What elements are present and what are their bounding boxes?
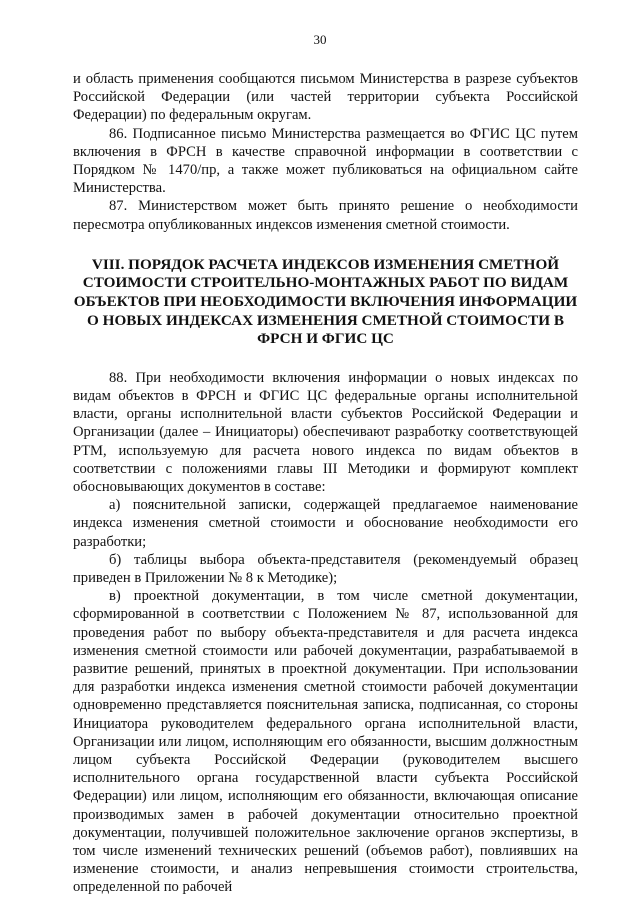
document-body xyxy=(73,70,578,897)
paragraph-87: 87. Министерством может быть принято решение о необходимости пересмотра опубликованных индексов изменения сметной стоимости. xyxy=(73,198,578,233)
paragraph-86: 86. Подписанное письмо Министерства размещается во ФГИС ЦС путем включения в ФРСН в качестве справочной информации в соответствии с Порядком № 1470/пр, а также может публиковаться на официальном сайте Министерства. xyxy=(73,125,578,197)
list-item-b: б) таблицы выбора объекта-представителя (рекомендуемый образец приведен в Приложении № 8 к Методике); xyxy=(73,551,578,587)
page-number: 30 xyxy=(313,32,327,47)
list-item-a: а) пояснительной записки, содержащей предлагаемое наименование индекса изменения сметной стоимости и обоснование необходимости его разработки; xyxy=(73,497,578,550)
list-item-v: в) проектной документации, в том числе сметной документации, сформированной в соответствии с Положением № 87, использованной для проведения работ по выбору объекта-представителя и для расчета индекса изменения сметной стоимости или рабочей документации, разрабатываемой в развитие решений, принятых в проектной документации. При использовании для разработки индекса изменения сметной стоимости рабочей документации одновременно представляется пояснительная записка, подписанная, со стороны Инициатора руководителем федерального органа исполнительной власти, Организации или лицом, исполняющим его обязанности, высшим должностным лицом субъекта Российской Федерации (руководителем высшего исполнительного органа государственной власти субъекта Российской Федерации) или лицом, исполняющим его обязанности, включающая описание производимых замен в рабочей документации относительно проектной документации, получившей положительное заключение органов экспертизы, в том числе изменений технических решений (объемов работ), повлиявших на изменение стоимости, и анализ непревышения стоимости строительства, определенной по рабочей xyxy=(73,588,578,896)
section-heading: VIII. ПОРЯДОК РАСЧЕТА ИНДЕКСОВ ИЗМЕНЕНИЯ СМЕТНОЙ СТОИМОСТИ СТРОИТЕЛЬНО-МОНТАЖНЫХ РАБОТ ПО ВИДАМ ОБЪЕКТОВ ПРИ НЕОБХОДИМОСТИ ВКЛЮЧЕНИЯ ИНФОРМАЦИИ О НОВЫХ ИНДЕКСАХ ИЗМЕНЕНИЯ СМЕТНОЙ СТОИМОСТИ В ФРСН И ФГИС ЦС xyxy=(73,255,578,348)
paragraph-continuation: и область применения сообщаются письмом Министерства в разрезе субъектов Российской Федерации (или частей территории субъекта Российской Федерации) по федеральным округам. xyxy=(73,71,578,124)
paragraph-88: 88. При необходимости включения информации о новых индексах по видам объектов в ФРСН и ФГИС ЦС федеральные органы исполнительной власти, органы исполнительной власти субъектов Российской Федерации и Организации (далее – Инициаторы) обеспечивают разработку соответствующей РТМ, используемую для расчета нового индекса по видам объектов в соответствии с положениями главы III Методики и формируют комплект обосновывающих документов в составе: xyxy=(73,369,578,496)
